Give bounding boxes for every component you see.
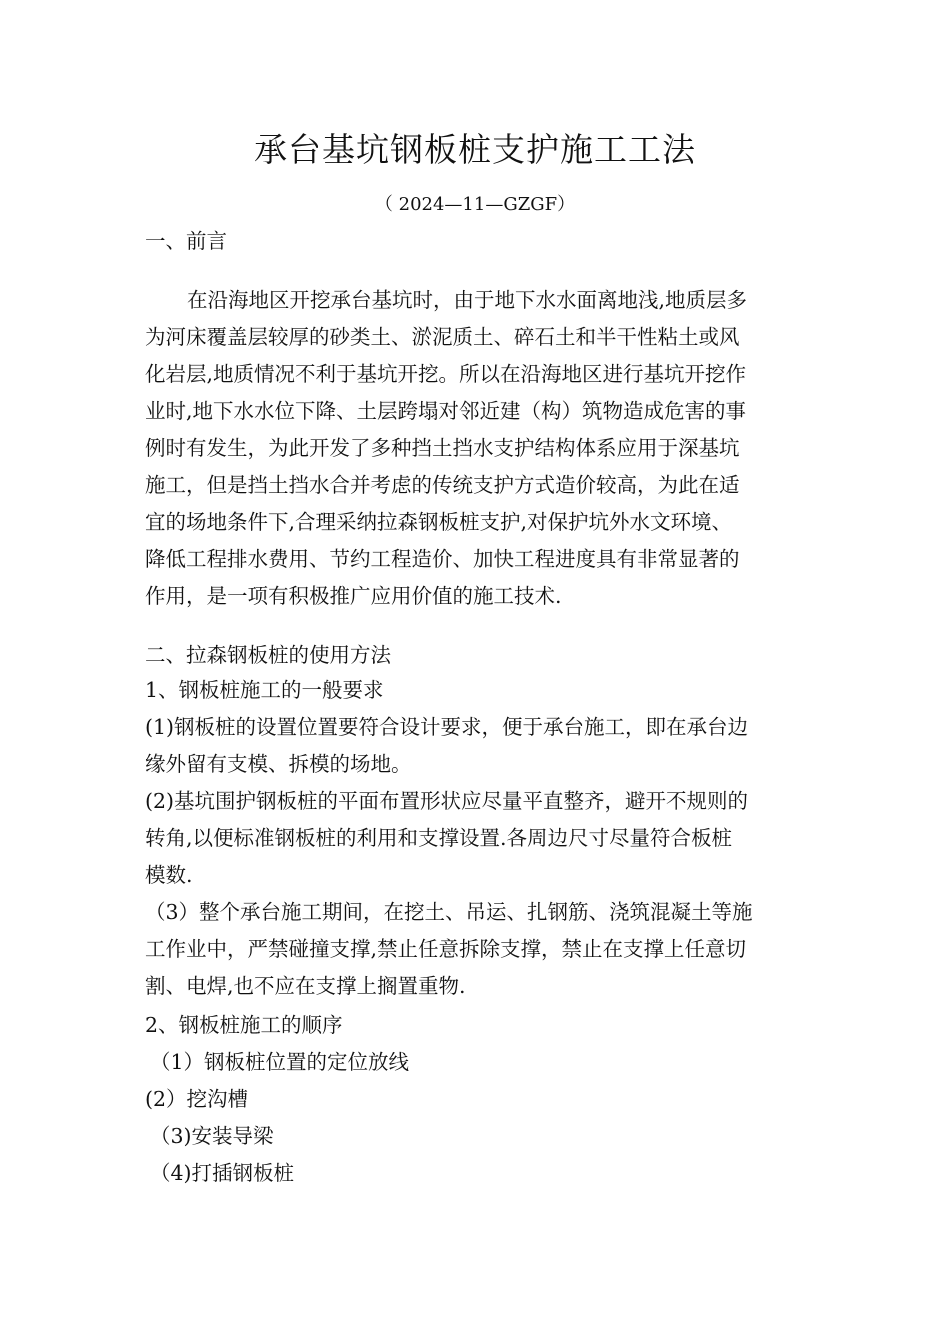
paragraph-line: 化岩层,地质情况不利于基坑开挖。所以在沿海地区进行基坑开挖作: [145, 362, 747, 386]
sequence-step: (2）挖沟槽: [145, 1087, 249, 1111]
paragraph-line: 作用，是一项有积极推广应用价值的施工技术.: [145, 584, 562, 608]
requirement-line: 转角,以便标准钢板桩的利用和支撑设置.各周边尺寸尽量符合板桩: [145, 826, 733, 850]
subsection-heading-requirements: 1、钢板桩施工的一般要求: [145, 678, 384, 702]
paragraph-line: 在沿海地区开挖承台基坑时，由于地下水水面离地浅,地质层多: [187, 288, 748, 312]
sequence-step: （3)安装导梁: [150, 1124, 274, 1148]
requirement-line: (2)基坑围护钢板桩的平面布置形状应尽量平直整齐，避开不规则的: [145, 789, 749, 813]
requirement-line: 模数.: [145, 863, 193, 887]
section-heading-method: 二、拉森钢板桩的使用方法: [145, 643, 391, 667]
subsection-heading-sequence: 2、钢板桩施工的顺序: [145, 1013, 343, 1037]
sequence-step: （4)打插钢板桩: [150, 1161, 295, 1185]
requirement-line: （3）整个承台施工期间，在挖土、吊运、扎钢筋、浇筑混凝土等施: [145, 900, 753, 924]
requirement-line: 割、电焊,也不应在支撑上搁置重物.: [145, 974, 466, 998]
paragraph-line: 业时,地下水水位下降、土层跨塌对邻近建（构）筑物造成危害的事: [145, 399, 747, 423]
paragraph-line: 施工，但是挡土挡水合并考虑的传统支护方式造价较高，为此在适: [145, 473, 740, 497]
document-title: 承台基坑钢板桩支护施工工法: [254, 130, 696, 169]
section-heading-preface: 一、前言: [145, 229, 227, 253]
paragraph-line: 例时有发生，为此开发了多种挡土挡水支护结构体系应用于深基坑: [145, 436, 740, 460]
requirement-line: 缘外留有支模、拆模的场地。: [145, 752, 412, 776]
sequence-step: （1）钢板桩位置的定位放线: [150, 1050, 410, 1074]
document-code: （ 2024—11—GZGF）: [374, 194, 576, 215]
paragraph-line: 降低工程排水费用、节约工程造价、加快工程进度具有非常显著的: [145, 547, 740, 571]
paragraph-line: 为河床覆盖层较厚的砂类土、淤泥质土、碎石土和半干性粘土或风: [145, 325, 740, 349]
requirement-line: (1)钢板桩的设置位置要符合设计要求，便于承台施工，即在承台边: [145, 715, 749, 739]
requirement-line: 工作业中，严禁碰撞支撑,禁止任意拆除支撑，禁止在支撑上任意切: [145, 937, 747, 961]
paragraph-line: 宜的场地条件下,合理采纳拉森钢板桩支护,对保护坑外水文环境、: [145, 510, 733, 534]
